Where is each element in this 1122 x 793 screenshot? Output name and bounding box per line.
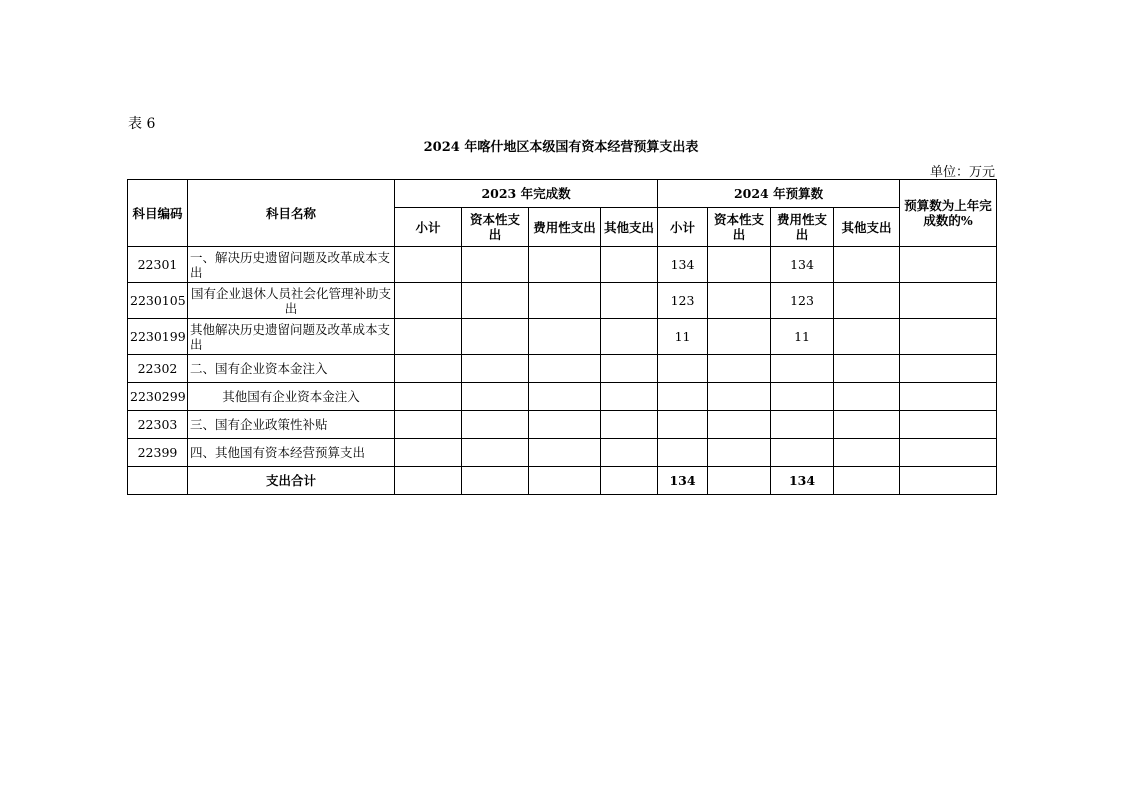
table-row (128, 319, 997, 355)
row-code: 22302 (128, 355, 188, 383)
header-group-2023: 2023 年完成数 (395, 180, 658, 208)
row-code: 2230105 (128, 283, 188, 319)
header-ratio: 预算数为上年完成数的% (900, 180, 997, 247)
cell-other-2024 (834, 355, 900, 383)
cell-subtotal-2024 (658, 439, 708, 467)
cell-capital-2024 (708, 355, 771, 383)
total-expense-2023 (529, 467, 601, 495)
cell-capital-2024 (708, 283, 771, 319)
document-title: 2024 年喀什地区本级国有资本经营预算支出表 (423, 140, 699, 155)
row-name: 国有企业退休人员社会化管理补助支出 (188, 283, 395, 319)
header-other-2023: 其他支出 (601, 208, 658, 247)
cell-capital-2023 (462, 411, 529, 439)
cell-other-2024 (834, 247, 900, 283)
header-other-2024: 其他支出 (834, 208, 900, 247)
row-code: 22301 (128, 247, 188, 283)
cell-capital-2024 (708, 411, 771, 439)
cell-other-2023 (601, 283, 658, 319)
total-other-2024 (834, 467, 900, 495)
table-row (128, 411, 997, 439)
cell-other-2023 (601, 411, 658, 439)
cell-subtotal-2023 (395, 319, 462, 355)
cell-other-2023 (601, 439, 658, 467)
header-expense-2023: 费用性支出 (529, 208, 601, 247)
cell-ratio (900, 283, 997, 319)
cell-subtotal-2024 (658, 355, 708, 383)
row-name: 四、其他国有资本经营预算支出 (188, 439, 395, 467)
cell-ratio (900, 411, 997, 439)
cell-capital-2024 (708, 439, 771, 467)
cell-subtotal-2024: 123 (658, 283, 708, 319)
cell-ratio (900, 383, 997, 411)
header-subtotal-2024: 小计 (658, 208, 708, 247)
total-subtotal-2023 (395, 467, 462, 495)
table-row (128, 355, 997, 383)
header-capital-2023: 资本性支出 (462, 208, 529, 247)
cell-expense-2023 (529, 383, 601, 411)
cell-expense-2023 (529, 283, 601, 319)
cell-subtotal-2023 (395, 439, 462, 467)
cell-capital-2023 (462, 355, 529, 383)
cell-ratio (900, 355, 997, 383)
cell-subtotal-2024: 11 (658, 319, 708, 355)
total-other-2023 (601, 467, 658, 495)
cell-other-2023 (601, 247, 658, 283)
row-code: 22303 (128, 411, 188, 439)
header-capital-2024: 资本性支出 (708, 208, 771, 247)
cell-capital-2023 (462, 247, 529, 283)
table-row (128, 283, 997, 319)
total-row (128, 467, 997, 495)
cell-expense-2024 (771, 355, 834, 383)
cell-other-2024 (834, 383, 900, 411)
row-name: 一、解决历史遗留问题及改革成本支出 (188, 247, 395, 283)
cell-other-2023 (601, 319, 658, 355)
cell-expense-2023 (529, 247, 601, 283)
cell-expense-2024: 123 (771, 283, 834, 319)
cell-capital-2023 (462, 283, 529, 319)
total-ratio (900, 467, 997, 495)
cell-capital-2023 (462, 383, 529, 411)
header-group-2024: 2024 年预算数 (658, 180, 900, 208)
cell-expense-2024 (771, 383, 834, 411)
cell-expense-2023 (529, 355, 601, 383)
table-row (128, 439, 997, 467)
table-number-label: 表 6 (128, 116, 156, 132)
cell-expense-2023 (529, 319, 601, 355)
table-row (128, 247, 997, 283)
cell-subtotal-2023 (395, 355, 462, 383)
cell-ratio (900, 247, 997, 283)
cell-other-2024 (834, 319, 900, 355)
header-subtotal-2023: 小计 (395, 208, 462, 247)
cell-capital-2023 (462, 439, 529, 467)
cell-capital-2024 (708, 247, 771, 283)
cell-expense-2023 (529, 439, 601, 467)
cell-subtotal-2024: 134 (658, 247, 708, 283)
total-capital-2024 (708, 467, 771, 495)
cell-subtotal-2024 (658, 383, 708, 411)
cell-ratio (900, 439, 997, 467)
row-code: 2230199 (128, 319, 188, 355)
row-code: 22399 (128, 439, 188, 467)
cell-subtotal-2023 (395, 383, 462, 411)
cell-expense-2024: 11 (771, 319, 834, 355)
cell-ratio (900, 319, 997, 355)
budget-table (127, 179, 997, 495)
cell-other-2023 (601, 383, 658, 411)
cell-expense-2023 (529, 411, 601, 439)
cell-other-2024 (834, 411, 900, 439)
cell-expense-2024 (771, 411, 834, 439)
cell-subtotal-2023 (395, 283, 462, 319)
row-name: 其他解决历史遗留问题及改革成本支出 (188, 319, 395, 355)
header-code: 科目编码 (128, 180, 188, 247)
total-capital-2023 (462, 467, 529, 495)
cell-expense-2024: 134 (771, 247, 834, 283)
cell-capital-2023 (462, 319, 529, 355)
cell-subtotal-2023 (395, 247, 462, 283)
header-expense-2024: 费用性支出 (771, 208, 834, 247)
unit-label: 单位：万元 (929, 165, 995, 180)
header-row-1 (128, 180, 997, 208)
row-code: 2230299 (128, 383, 188, 411)
total-code (128, 467, 188, 495)
total-label: 支出合计 (188, 467, 395, 495)
cell-expense-2024 (771, 439, 834, 467)
cell-capital-2024 (708, 383, 771, 411)
cell-other-2024 (834, 283, 900, 319)
row-name: 三、国有企业政策性补贴 (188, 411, 395, 439)
cell-subtotal-2023 (395, 411, 462, 439)
row-name: 二、国有企业资本金注入 (188, 355, 395, 383)
row-name: 其他国有企业资本金注入 (188, 383, 395, 411)
cell-subtotal-2024 (658, 411, 708, 439)
total-expense-2024: 134 (771, 467, 834, 495)
total-subtotal-2024: 134 (658, 467, 708, 495)
cell-capital-2024 (708, 319, 771, 355)
cell-other-2023 (601, 355, 658, 383)
header-name: 科目名称 (188, 180, 395, 247)
table-row (128, 383, 997, 411)
cell-other-2024 (834, 439, 900, 467)
